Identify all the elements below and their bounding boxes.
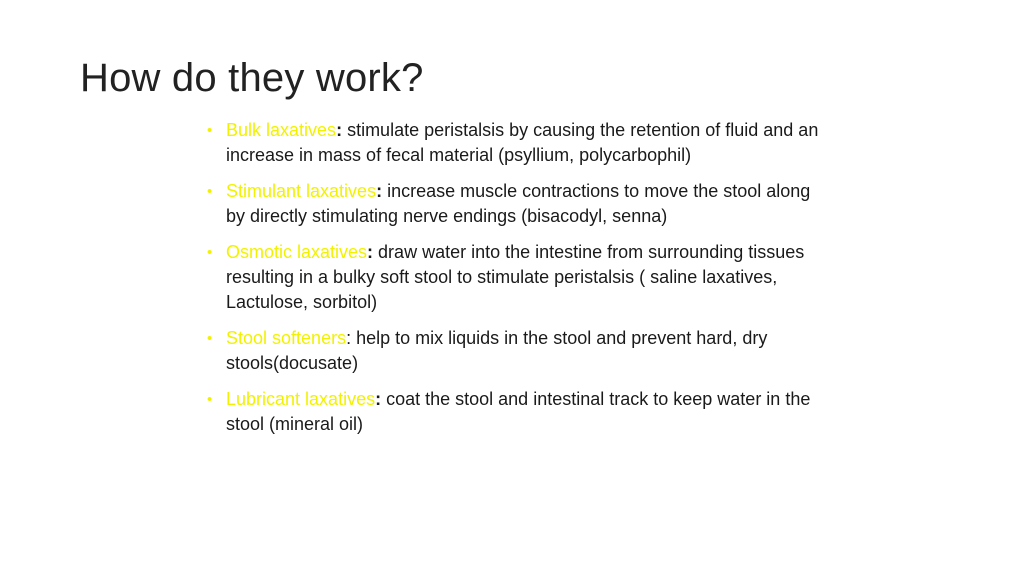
bullet-list <box>207 118 832 448</box>
bullet-item-bulk-laxatives <box>207 118 832 168</box>
bullet-text: coat the stool and intestinal track to keep water in the stool (mineral oil) <box>226 389 811 434</box>
bullet-text: stimulate peristalsis by causing the retention of fluid and an increase in mass of fecal material (psyllium, polycarbophil) <box>226 120 819 165</box>
bullet-colon: : <box>346 328 352 348</box>
bullet-term: Stimulant laxatives <box>226 181 377 201</box>
bullet-text: draw water into the intestine from surrounding tissues resulting in a bulky soft stool to stimulate peristalsis ( saline laxatives, Lactulose, sorbitol) <box>226 242 805 312</box>
slide-title: How do they work? <box>80 56 424 100</box>
bullet-item-osmotic-laxatives <box>207 240 832 315</box>
bullet-item-lubricant-laxatives <box>207 387 832 437</box>
bullet-text: help to mix liquids in the stool and prevent hard, dry stools(docusate) <box>226 328 768 373</box>
bullet-dot-icon: • <box>207 122 213 139</box>
bullet-colon: : <box>367 242 374 262</box>
bullet-text: increase muscle contractions to move the stool along by directly stimulating nerve endings (bisacodyl, senna) <box>226 181 811 226</box>
bullet-colon: : <box>375 389 382 409</box>
bullet-dot-icon: • <box>207 391 213 408</box>
bullet-dot-icon: • <box>207 244 213 261</box>
bullet-term: Osmotic laxatives <box>226 242 368 262</box>
bullet-term: Bulk laxatives <box>226 120 337 140</box>
bullet-item-stimulant-laxatives <box>207 179 832 229</box>
bullet-dot-icon: • <box>207 330 213 347</box>
bullet-colon: : <box>336 120 343 140</box>
bullet-term: Stool softeners <box>226 328 347 348</box>
bullet-term: Lubricant laxatives <box>226 389 376 409</box>
bullet-colon: : <box>376 181 383 201</box>
bullet-dot-icon: • <box>207 183 213 200</box>
bullet-item-stool-softeners <box>207 326 832 376</box>
